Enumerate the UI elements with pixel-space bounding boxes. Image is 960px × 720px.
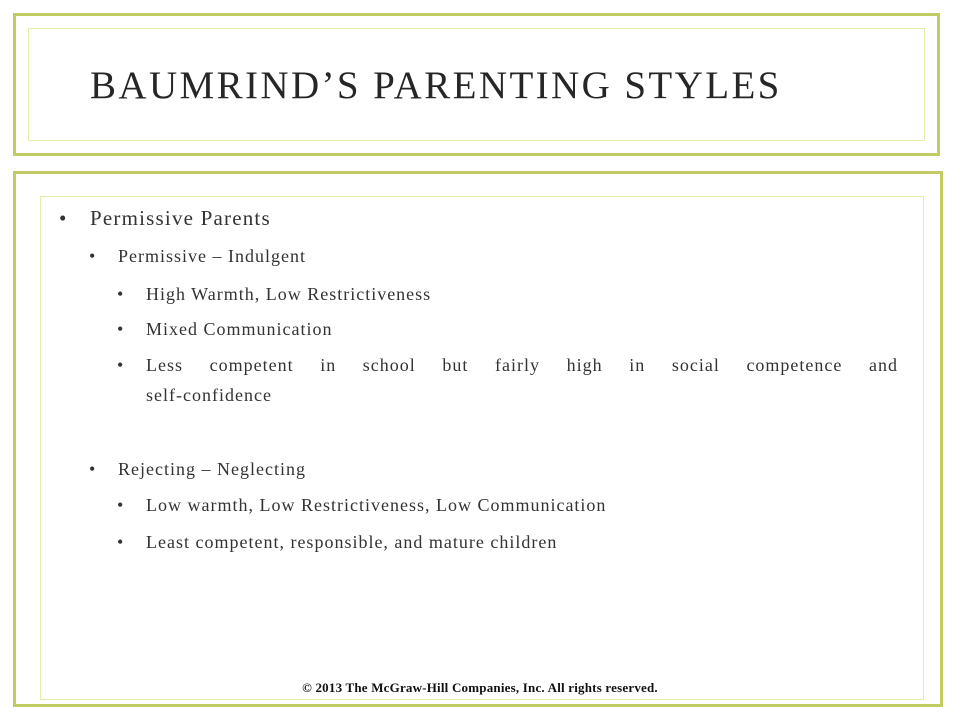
copyright-footer: © 2013 The McGraw-Hill Companies, Inc. All rights reserved. — [302, 680, 658, 695]
slide-title: BAUMRIND’S PARENTING STYLES — [90, 64, 782, 107]
bullet-rejecting-neglecting: Rejecting – Neglecting — [118, 459, 306, 479]
bullet-icon: • — [117, 319, 125, 339]
bullet-permissive-indulgent: Permissive – Indulgent — [118, 246, 306, 266]
bullet-icon: • — [117, 495, 125, 515]
bullet-high-warmth: High Warmth, Low Restrictiveness — [146, 284, 432, 304]
bullet-icon: • — [117, 284, 125, 304]
bullet-less-competent: Less competent in school but fairly high in social competence and — [146, 355, 898, 375]
bullet-least-competent: Least competent, responsible, and mature children — [146, 532, 558, 552]
bullet-icon: • — [89, 459, 97, 479]
content-inner-border — [40, 196, 924, 700]
bullet-icon: • — [89, 246, 97, 266]
bullet-icon: • — [59, 206, 68, 230]
bullet-mixed-communication: Mixed Communication — [146, 319, 333, 339]
bullet-less-competent-continuation: self-confidence — [146, 385, 272, 405]
bullet-icon: • — [117, 532, 125, 552]
bullet-low-warmth: Low warmth, Low Restrictiveness, Low Communication — [146, 495, 607, 515]
bullet-permissive-parents: Permissive Parents — [90, 206, 271, 230]
bullet-icon: • — [117, 355, 125, 375]
